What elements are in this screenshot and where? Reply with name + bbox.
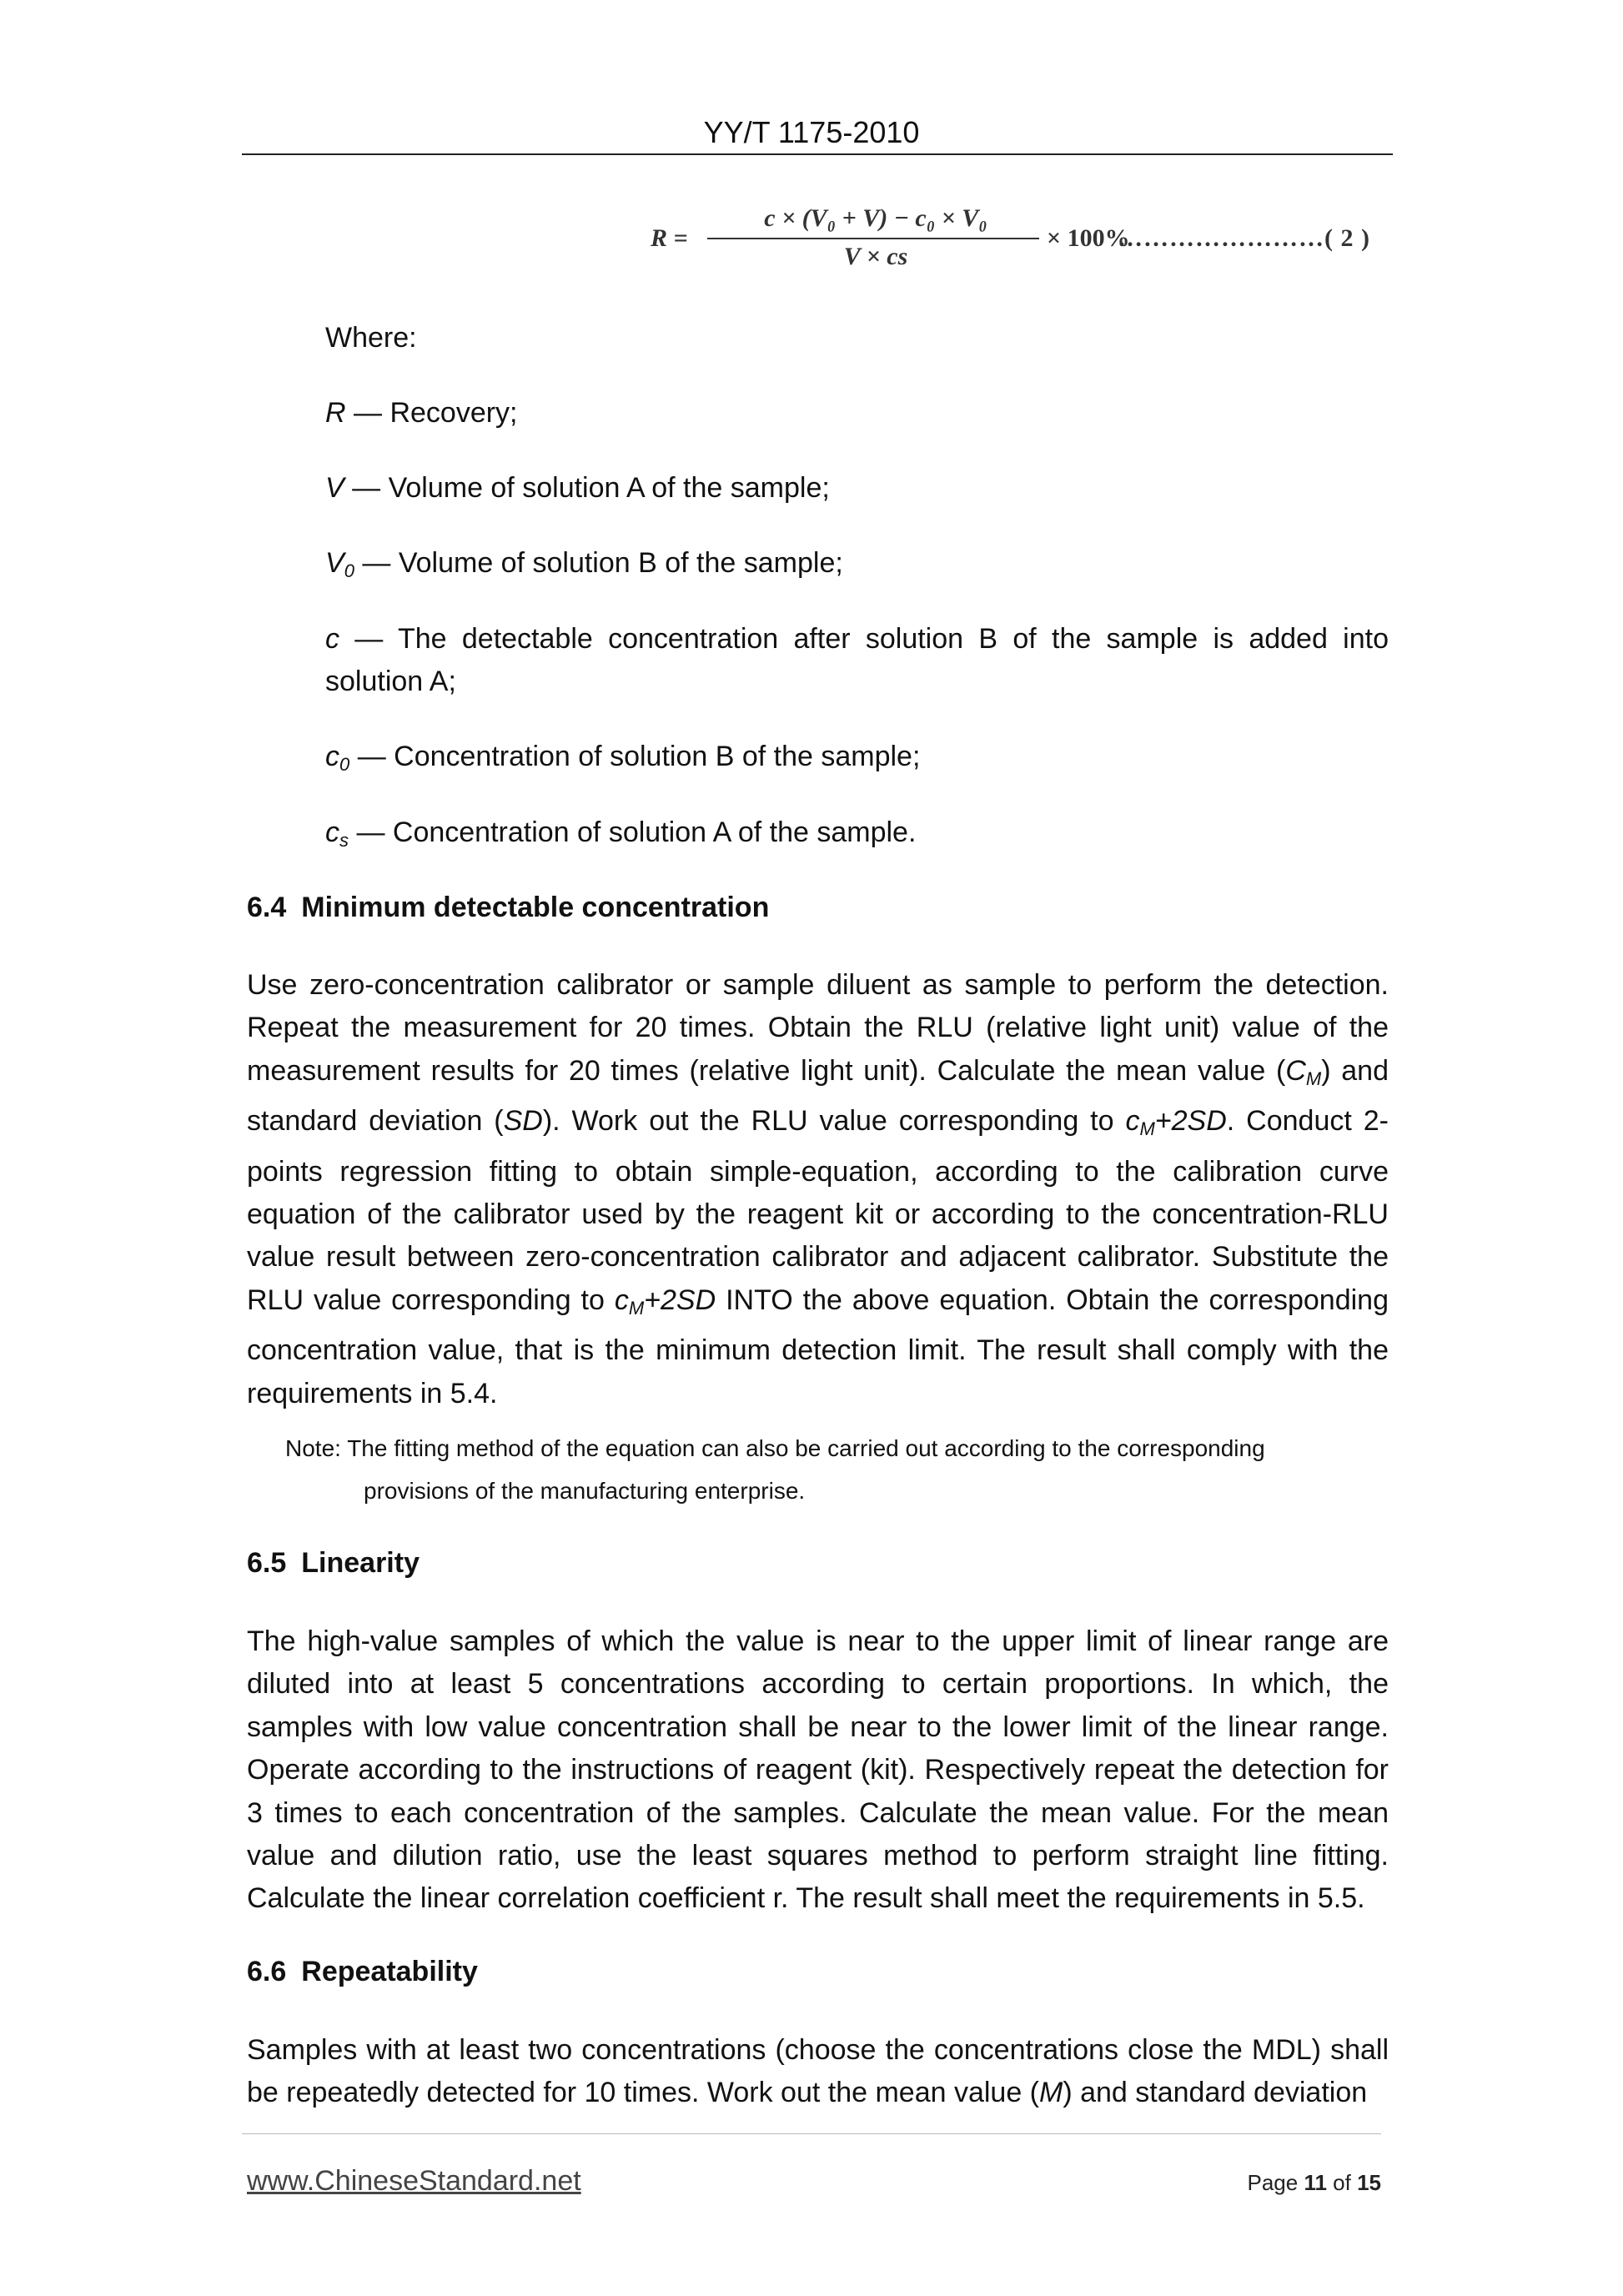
- symbol-v0-sub: 0: [344, 560, 354, 581]
- symbol-cs-sub: s: [339, 830, 349, 851]
- formula-tail: × 100%: [1047, 224, 1130, 252]
- header-rule: [242, 153, 1393, 155]
- equation-number: ……………………( 2 ): [1118, 224, 1370, 252]
- s64-cm3-sub: M: [628, 1297, 645, 1319]
- section-6-6-number: 6.6: [247, 1956, 287, 1987]
- recovery-formula: [651, 204, 1401, 279]
- section-6-5-body: The high-value samples of which the value is near to the upper limit of linear range are diluted into at least 5 concentrations according to certain proportions. In which, the samples with low value concentration shall be near to the lower limit of the linear range. Operate according to the instructions of reagent (kit). Respectively repeat the detection for 3 times to each concentration of the samples. Calculate the mean value. For the mean value and dilution ratio, use the least squares method to perform straight line fitting. Calculate the linear correlation coefficient r. The result shall meet the requirements in 5.5.: [247, 1625, 1389, 1915]
- section-6-5-title: Linearity: [301, 1547, 420, 1579]
- def-c: [325, 618, 1389, 703]
- def-r-text: — Recovery;: [345, 397, 518, 429]
- section-6-4-title: Minimum detectable concentration: [301, 892, 770, 923]
- s64-text-4: . Conduct 2-points regression fitting to obtain simple-equation, according to the calibration curve equation of the calibrator used by the reagent kit or according to the concentration-RLU value result between zero-concentration calibrator and adjacent calibrator. Substitute the RLU value corresponding to: [247, 1105, 1389, 1316]
- section-6-5-number: 6.5: [247, 1547, 287, 1579]
- s64-text-5: INTO the above equation. Obtain the corresponding concentration value, that is the minimum detection limit. The result shall comply with the requirements in 5.4.: [247, 1284, 1389, 1409]
- section-6-4-body: [247, 964, 1389, 1415]
- s64-text-3: ). Work out the RLU value corresponding to: [542, 1105, 1126, 1138]
- section-6-4-heading: [247, 892, 784, 924]
- symbol-c: c: [325, 623, 339, 655]
- def-v0: [325, 542, 1389, 592]
- s64-cm2-symbol: c: [1125, 1105, 1140, 1138]
- symbol-r: R: [325, 397, 346, 429]
- section-6-6-title: Repeatability: [301, 1956, 478, 1987]
- symbol-c0: c: [325, 741, 339, 772]
- s64-cm-sub: M: [1305, 1068, 1322, 1089]
- symbol-c0-sub: 0: [339, 754, 350, 775]
- note-line-2: provisions of the manufacturing enterprise.: [364, 1478, 806, 1504]
- def-r: [325, 392, 1389, 435]
- page-indicator: [1247, 2170, 1381, 2196]
- s64-text-1: Use zero-concentration calibrator or sample diluent as sample to perform the detection. Repeat the measurement for 20 times. Obtain the RLU (relative light unit) value of the measurement results for 20 times (relative light unit). Calculate the mean value (: [247, 969, 1389, 1087]
- s64-cm3-tail: +2SD: [644, 1284, 716, 1316]
- note-line-1: Note: The fitting method of the equation can also be carried out according to the corresponding: [285, 1435, 1265, 1461]
- def-c0: [325, 736, 1389, 786]
- section-6-4-number: 6.4: [247, 892, 287, 923]
- document-header: YY/T 1175-2010: [703, 115, 920, 149]
- fraction-bar: [707, 238, 1039, 239]
- page-prefix: Page: [1247, 2170, 1304, 2195]
- def-c0-text: — Concentration of solution B of the sample;: [349, 741, 921, 772]
- s64-sd-symbol: SD: [503, 1105, 543, 1138]
- s64-cm-symbol: C: [1285, 1054, 1306, 1087]
- page-number: 11: [1304, 2170, 1327, 2195]
- s66-m-symbol: M: [1039, 2077, 1063, 2109]
- where-label: Where:: [325, 322, 417, 354]
- symbol-v0: V: [325, 547, 344, 579]
- formula-lhs: R =: [651, 224, 688, 252]
- def-v: [325, 467, 1389, 510]
- footer-rule: [242, 2133, 1381, 2134]
- s66-text-2: ) and standard deviation: [1063, 2077, 1368, 2109]
- formula-denominator: V × cs: [843, 243, 908, 270]
- page-of: of: [1326, 2170, 1358, 2195]
- def-cs-text: — Concentration of solution A of the sample.: [349, 816, 917, 848]
- s64-cm2-tail: +2SD: [1154, 1105, 1227, 1138]
- def-v-text: — Volume of solution A of the sample;: [344, 472, 830, 504]
- s64-cm3-symbol: c: [614, 1284, 629, 1316]
- s66-text-1: Samples with at least two concentrations (choose the concentrations close the MDL) shall be repeatedly detected for 10 times. Work out the mean value (: [247, 2034, 1389, 2109]
- section-6-6-body: [247, 2029, 1389, 2115]
- s64-cm2-sub: M: [1139, 1118, 1155, 1140]
- def-v0-text: — Volume of solution B of the sample;: [354, 547, 843, 579]
- section-6-6-heading: [247, 1956, 493, 1988]
- def-cs: [325, 811, 1389, 862]
- symbol-v: V: [325, 472, 344, 504]
- symbol-cs: c: [325, 816, 339, 848]
- footer-link[interactable]: www.ChineseStandard.net: [247, 2165, 581, 2197]
- def-c-text: — The detectable concentration after solution B of the sample is added into solution A;: [325, 623, 1389, 697]
- page-total: 15: [1357, 2170, 1381, 2195]
- s64-text-2: ) and standard deviation (: [247, 1054, 1389, 1138]
- formula-numerator: c × (V₀ + V) − c₀ × V₀: [764, 204, 987, 232]
- section-6-5-heading: [247, 1547, 435, 1580]
